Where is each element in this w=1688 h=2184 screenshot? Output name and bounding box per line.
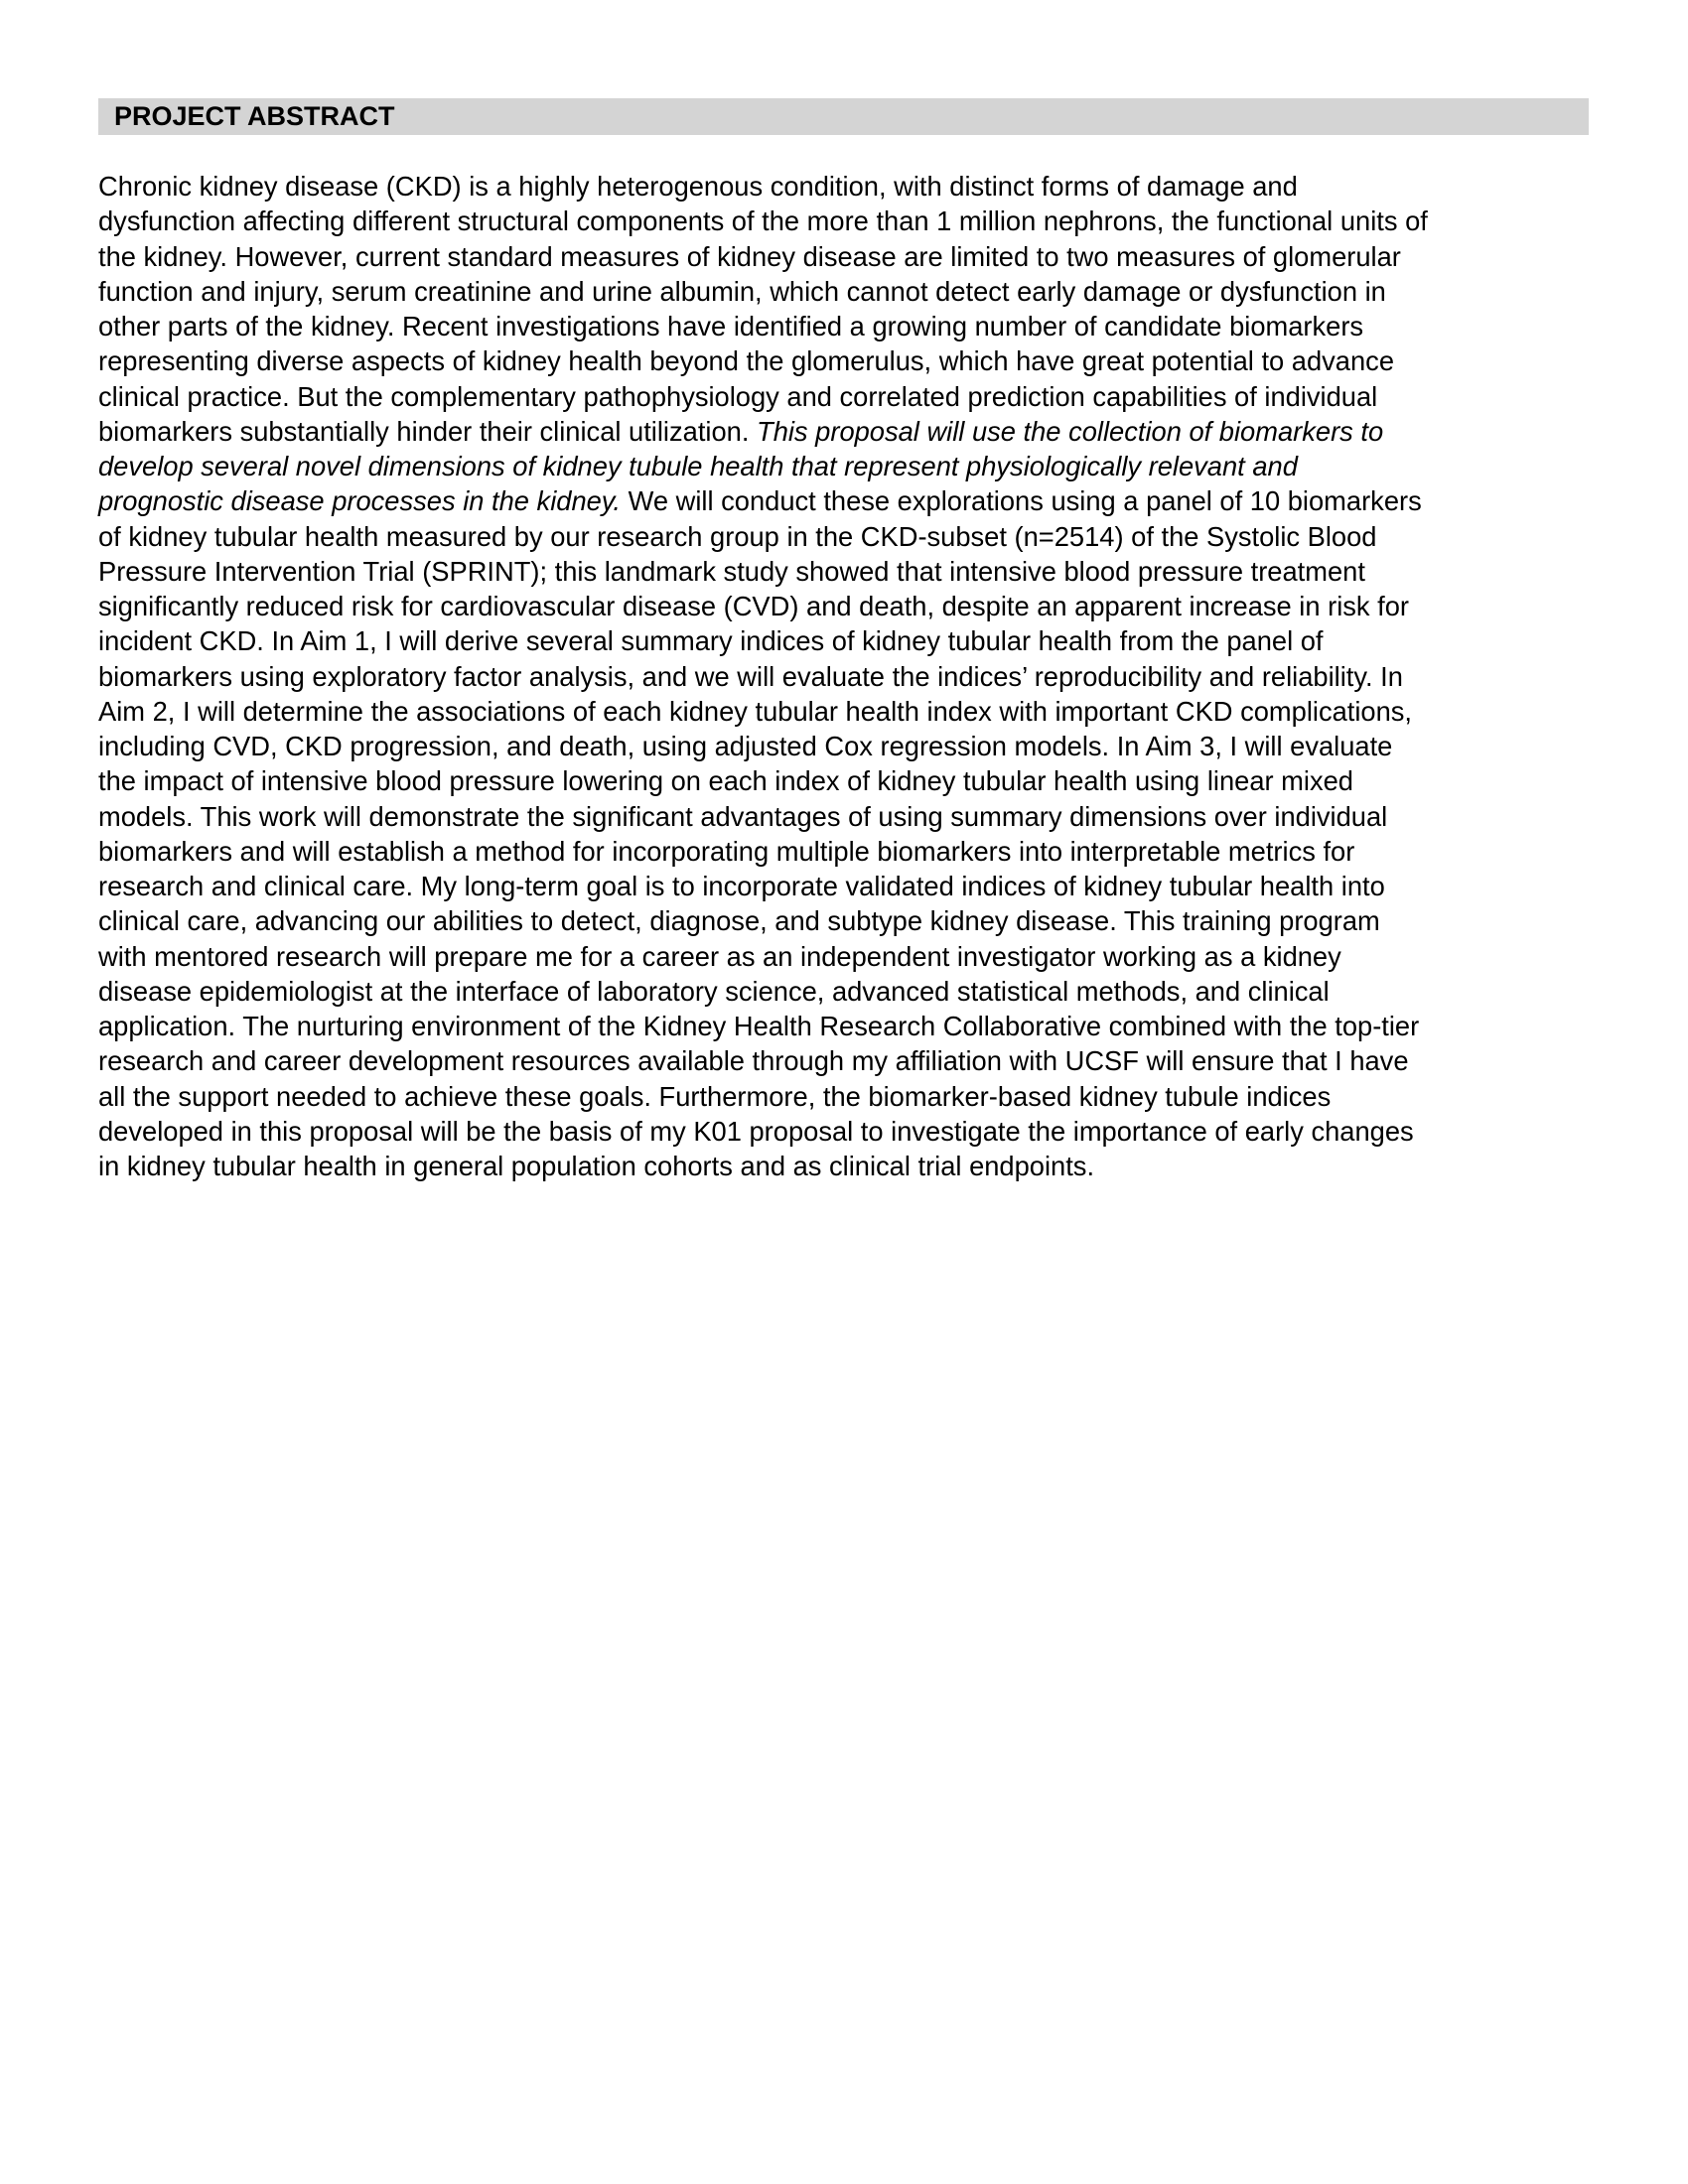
abstract-line: with mentored research will prepare me for a career as an independent investigator working as a kidney — [98, 940, 1341, 972]
abstract-line: biomarkers and will establish a method for incorporating multiple biomarkers into interpretable metrics for — [98, 835, 1355, 867]
abstract-line: function and injury, serum creatinine and urine albumin, which cannot detect early damage or dysfunction in — [98, 275, 1386, 307]
abstract-line: in kidney tubular health in general population cohorts and as clinical trial endpoints. — [98, 1151, 1095, 1181]
abstract-body — [98, 169, 1608, 1183]
abstract-line: the impact of intensive blood pressure lowering on each index of kidney tubular health using linear mixed — [98, 765, 1353, 797]
abstract-line: developed in this proposal will be the basis of my K01 proposal to investigate the importance of early changes — [98, 1115, 1414, 1147]
abstract-line: representing diverse aspects of kidney health beyond the glomerulus, which have great potential to advance — [98, 345, 1394, 377]
abstract-line: research and clinical care. My long-term goal is to incorporate validated indices of kidney tubular health into — [98, 871, 1385, 901]
abstract-line: Pressure Intervention Trial (SPRINT); this landmark study showed that intensive blood pressure treatment — [98, 555, 1365, 587]
abstract-line: of kidney tubular health measured by our research group in the CKD-subset (n=2514) of the Systolic Blood — [98, 520, 1377, 552]
italic-emphasis: prognostic disease processes in the kidney. — [98, 485, 622, 517]
abstract-line: other parts of the kidney. Recent investigations have identified a growing number of candidate biomarkers — [98, 311, 1364, 341]
abstract-line: significantly reduced risk for cardiovascular disease (CVD) and death, despite an apparent increase in risk for — [98, 591, 1410, 621]
section-title: PROJECT ABSTRACT — [114, 101, 395, 131]
italic-emphasis: This proposal will use the collection of biomarkers to — [757, 415, 1384, 447]
abstract-line: all the support needed to achieve these goals. Furthermore, the biomarker-based kidney tubule indices — [98, 1080, 1332, 1112]
abstract-line: biomarkers substantially hinder their clinical utilization. This proposal will use the collection of biomarkers to — [98, 415, 1384, 447]
section-header — [98, 98, 1589, 135]
abstract-line: prognostic disease processes in the kidney. We will conduct these explorations using a panel of 10 biomarkers — [98, 485, 1422, 517]
abstract-line: research and career development resources available through my affiliation with UCSF will ensure that I have — [98, 1045, 1409, 1077]
abstract-line: clinical care, advancing our abilities to detect, diagnose, and subtype kidney disease. This training program — [98, 905, 1380, 937]
abstract-line: models. This work will demonstrate the significant advantages of using summary dimensions over individual — [98, 800, 1388, 832]
abstract-line: including CVD, CKD progression, and death, using adjusted Cox regression models. In Aim 3, I will evaluate — [98, 731, 1393, 761]
abstract-line: Aim 2, I will determine the associations of each kidney tubular health index with important CKD complications, — [98, 695, 1413, 727]
abstract-line — [98, 449, 1608, 483]
abstract-line: application. The nurturing environment of the Kidney Health Research Collaborative combined with the top-tier — [98, 1011, 1420, 1041]
abstract-line: biomarkers using exploratory factor analysis, and we will evaluate the indices’ reproducibility and reliability. In — [98, 660, 1403, 692]
italic-emphasis: develop several novel dimensions of kidney tubule health that represent physiologically relevant and — [98, 451, 1298, 481]
abstract-line: the kidney. However, current standard measures of kidney disease are limited to two measures of glomerular — [98, 240, 1401, 272]
abstract-line: incident CKD. In Aim 1, I will derive several summary indices of kidney tubular health from the panel of — [98, 625, 1324, 657]
abstract-line: clinical practice. But the complementary pathophysiology and correlated prediction capabilities of individual — [98, 380, 1378, 412]
abstract-line: dysfunction affecting different structural components of the more than 1 million nephrons, the functional units of — [98, 205, 1428, 237]
abstract-line: disease epidemiologist at the interface of laboratory science, advanced statistical methods, and clinical — [98, 975, 1330, 1007]
abstract-line: Chronic kidney disease (CKD) is a highly heterogenous condition, with distinct forms of damage and — [98, 171, 1298, 202]
